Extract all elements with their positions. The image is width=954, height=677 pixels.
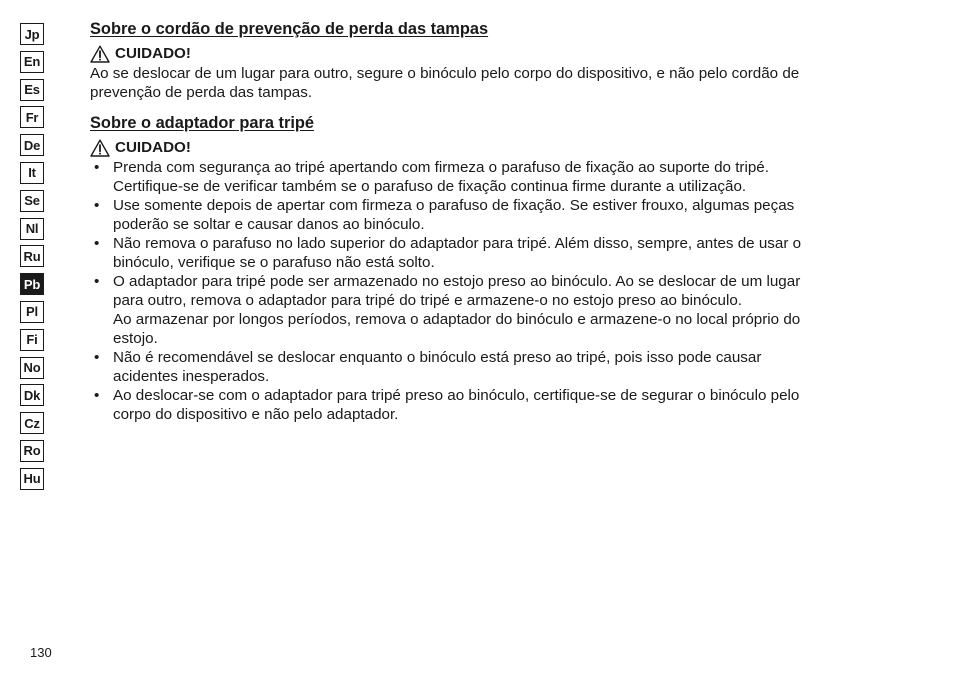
text-line: Use somente depois de apertar com firmeza o parafuso de fixação. Se estiver frouxo, algumas peças: [113, 197, 795, 214]
text-line: para outro, remova o adaptador para tripé do tripé e armazene-o no estojo preso ao binóculo.: [113, 292, 742, 309]
text-line: Certifique-se de verificar também se o parafuso de fixação continua firme durante a utilização.: [113, 178, 747, 195]
list-item: [90, 386, 910, 424]
caution-heading: [90, 138, 910, 158]
text-line: acidentes inesperados.: [113, 368, 270, 385]
text-line: poderão se soltar e causar danos ao binóculo.: [113, 216, 425, 233]
page-number: 130: [30, 645, 52, 660]
bullet-marker: •: [94, 235, 100, 252]
language-tab-dk: Dk: [20, 384, 44, 406]
language-tab-no: No: [20, 357, 44, 379]
language-tab-ru: Ru: [20, 245, 44, 267]
text-line: prevenção de perda das tampas.: [90, 84, 313, 101]
caution-label: CUIDADO!: [115, 139, 191, 156]
caution-label: CUIDADO!: [115, 45, 191, 62]
text-line: Não é recomendável se deslocar enquanto o binóculo está preso ao tripé, pois isso pode causar: [113, 349, 762, 366]
list-item: [90, 348, 910, 386]
language-tab-it: It: [20, 162, 44, 184]
language-tab-se: Se: [20, 190, 44, 212]
warning-triangle-icon: [90, 45, 110, 63]
text-line: Ao se deslocar de um lugar para outro, segure o binóculo pelo corpo do dispositivo, e não pelo cordão de: [90, 65, 800, 82]
text-line: binóculo, verifique se o parafuso não está solto.: [113, 254, 435, 271]
bullet-list: [90, 158, 910, 424]
section-title: Sobre o adaptador para tripé: [90, 114, 315, 132]
language-tab-fr: Fr: [20, 106, 44, 128]
text-line: Ao deslocar-se com o adaptador para tripé preso ao binóculo, certifique-se de segurar o binóculo pelo: [113, 387, 800, 404]
list-item: [90, 196, 910, 234]
language-tab-cz: Cz: [20, 412, 44, 434]
text-line: Não remova o parafuso no lado superior do adaptador para tripé. Além disso, sempre, antes de usar o: [113, 235, 802, 252]
language-tab-en: En: [20, 51, 44, 73]
language-tab-pl: Pl: [20, 301, 44, 323]
section-tripod-adapter: [90, 112, 910, 424]
language-tabs: [20, 23, 44, 496]
language-tab-ro: Ro: [20, 440, 44, 462]
list-item: [90, 272, 910, 348]
language-tab-fi: Fi: [20, 329, 44, 351]
language-tab-pb: Pb: [20, 273, 44, 295]
text-line: O adaptador para tripé pode ser armazenado no estojo preso ao binóculo. Ao se deslocar de um lugar: [113, 273, 801, 290]
bullet-marker: •: [94, 273, 100, 290]
text-line: Ao armazenar por longos períodos, remova o adaptador do binóculo e armazene-o no local próprio do: [113, 311, 801, 328]
language-tab-nl: Nl: [20, 218, 44, 240]
list-item: [90, 158, 910, 196]
page-content: [90, 18, 910, 424]
bullet-marker: •: [94, 197, 100, 214]
list-item: [90, 234, 910, 272]
paragraph: [90, 64, 910, 102]
bullet-marker: •: [94, 387, 100, 404]
text-line: estojo.: [113, 330, 158, 347]
language-tab-es: Es: [20, 79, 44, 101]
text-line: corpo do dispositivo e não pelo adaptador.: [113, 406, 399, 423]
text-line: Prenda com segurança ao tripé apertando com firmeza o parafuso de fixação ao suporte do tripé.: [113, 159, 769, 176]
bullet-marker: •: [94, 349, 100, 366]
language-tab-jp: Jp: [20, 23, 44, 45]
bullet-marker: •: [94, 159, 100, 176]
section-title: Sobre o cordão de prevenção de perda das tampas: [90, 20, 489, 38]
language-tab-hu: Hu: [20, 468, 44, 490]
caution-heading: [90, 44, 910, 64]
section-lens-cap-strap: [90, 18, 910, 102]
warning-triangle-icon: [90, 139, 110, 157]
language-tab-de: De: [20, 134, 44, 156]
